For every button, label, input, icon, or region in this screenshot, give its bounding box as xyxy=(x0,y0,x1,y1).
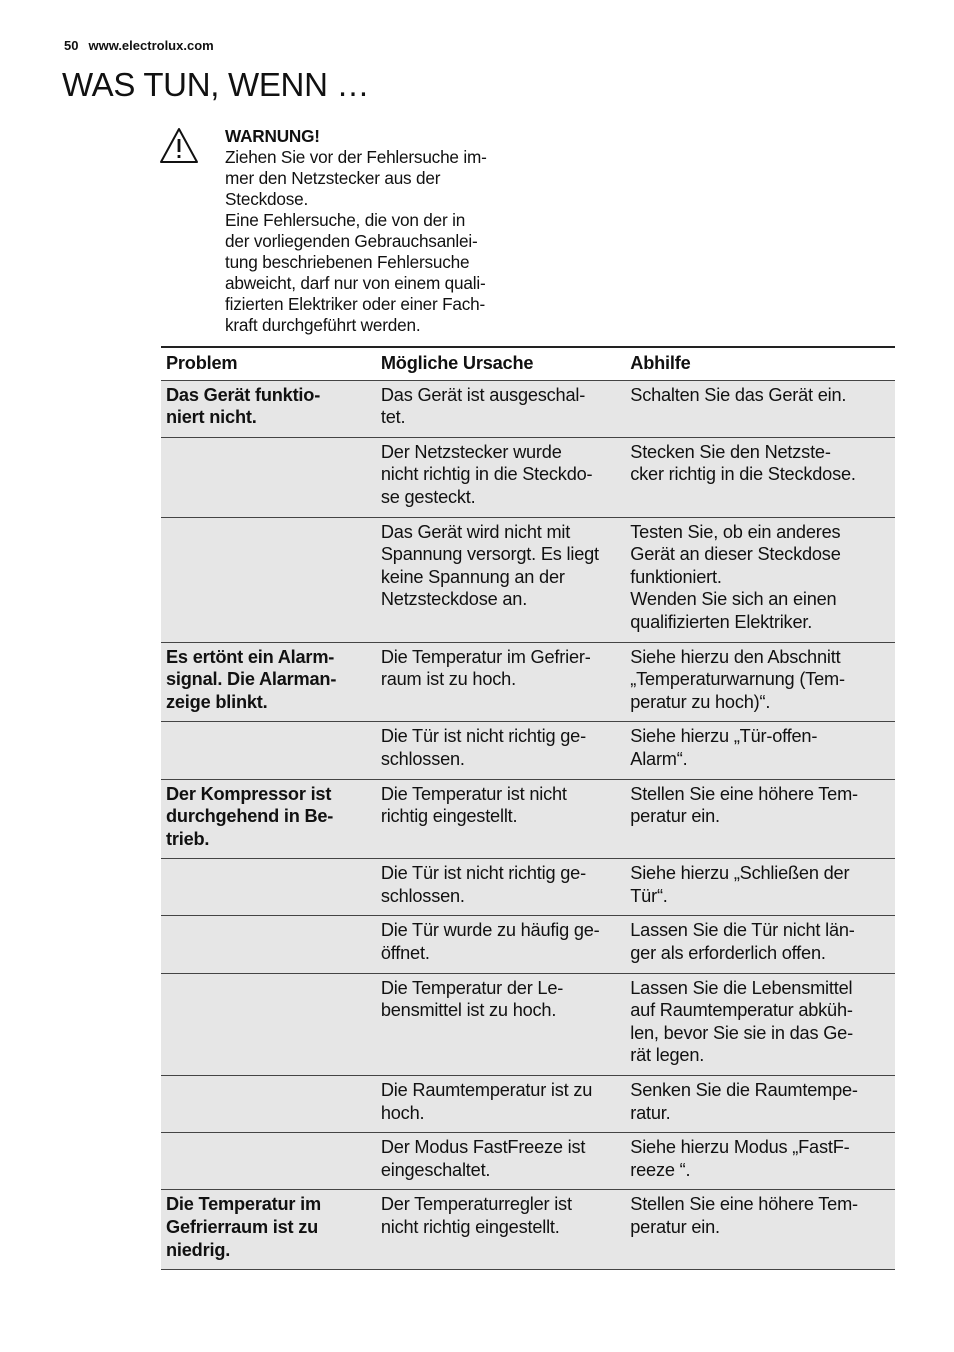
remedy-cell: Stellen Sie eine höhere Tem- peratur ein. xyxy=(625,1190,895,1270)
problem-cell: Es ertönt ein Alarm- signal. Die Alarman- zeige blinkt. xyxy=(161,642,376,722)
warning-paragraph: Ziehen Sie vor der Fehlersuche im- mer den Netzstecker aus der Steckdose. xyxy=(225,147,487,209)
cause-cell: Das Gerät ist ausgeschal- tet. xyxy=(376,380,625,437)
column-header-cause: Mögliche Ursache xyxy=(376,347,625,380)
problem-cell: Der Kompressor ist durchgehend in Be- trieb. xyxy=(161,779,376,859)
problem-cell xyxy=(161,722,376,779)
problem-cell xyxy=(161,517,376,642)
page-number: 50 xyxy=(64,38,79,53)
cause-cell: Die Tür ist nicht richtig ge- schlossen. xyxy=(376,859,625,916)
troubleshooting-table xyxy=(161,346,895,1270)
table-row xyxy=(161,437,895,517)
cause-cell: Der Modus FastFreeze ist eingeschaltet. xyxy=(376,1133,625,1190)
table-row xyxy=(161,916,895,973)
remedy-cell: Siehe hierzu Modus „FastF- reeze “. xyxy=(625,1133,895,1190)
problem-cell xyxy=(161,437,376,517)
remedy-cell: Testen Sie, ob ein anderes Gerät an dieser Steckdose funktioniert. Wenden Sie sich an einen qualifizierten Elektriker. xyxy=(625,517,895,642)
remedy-cell: Siehe hierzu „Schließen der Tür“. xyxy=(625,859,895,916)
cause-cell: Der Temperaturregler ist nicht richtig eingestellt. xyxy=(376,1190,625,1270)
table-row xyxy=(161,1076,895,1133)
cause-cell: Die Tür wurde zu häufig ge- öffnet. xyxy=(376,916,625,973)
remedy-cell: Siehe hierzu den Abschnitt „Temperaturwarnung (Tem- peratur zu hoch)“. xyxy=(625,642,895,722)
remedy-cell: Lassen Sie die Lebensmittel auf Raumtemperatur abküh- len, bevor Sie sie in das Ge- rät legen. xyxy=(625,973,895,1075)
cause-cell: Die Temperatur ist nicht richtig eingestellt. xyxy=(376,779,625,859)
warning-triangle-icon xyxy=(158,126,200,166)
problem-cell xyxy=(161,916,376,973)
cause-cell: Die Temperatur der Le- bensmittel ist zu hoch. xyxy=(376,973,625,1075)
website-url[interactable]: www.electrolux.com xyxy=(88,38,214,53)
column-header-remedy: Abhilfe xyxy=(625,347,895,380)
table-row xyxy=(161,973,895,1075)
table-row xyxy=(161,859,895,916)
table-row xyxy=(161,779,895,859)
cause-cell: Der Netzstecker wurde nicht richtig in die Steckdo- se gesteckt. xyxy=(376,437,625,517)
remedy-cell: Senken Sie die Raumtempe- ratur. xyxy=(625,1076,895,1133)
table-header-row xyxy=(161,347,895,380)
problem-cell xyxy=(161,1133,376,1190)
problem-cell xyxy=(161,1076,376,1133)
column-header-problem: Problem xyxy=(161,347,376,380)
table-row xyxy=(161,517,895,642)
remedy-cell: Lassen Sie die Tür nicht län- ger als erforderlich offen. xyxy=(625,916,895,973)
cause-cell: Die Tür ist nicht richtig ge- schlossen. xyxy=(376,722,625,779)
remedy-cell: Schalten Sie das Gerät ein. xyxy=(625,380,895,437)
cause-cell: Die Temperatur im Gefrier- raum ist zu hoch. xyxy=(376,642,625,722)
cause-cell: Die Raumtemperatur ist zu hoch. xyxy=(376,1076,625,1133)
page-header xyxy=(64,38,214,53)
problem-cell xyxy=(161,973,376,1075)
warning-paragraph: Eine Fehlersuche, die von der in der vorliegenden Gebrauchsanlei- tung beschriebenen Fehlersuche abweicht, darf nur von einem quali- fizierten Elektriker oder einer Fach- kraft durchgeführt werden. xyxy=(225,210,486,335)
table-row xyxy=(161,1133,895,1190)
warning-text xyxy=(225,126,525,336)
page-title: WAS TUN, WENN … xyxy=(62,66,370,103)
problem-cell: Das Gerät funktio- niert nicht. xyxy=(161,380,376,437)
table-row xyxy=(161,380,895,437)
problem-cell: Die Temperatur im Gefrierraum ist zu niedrig. xyxy=(161,1190,376,1270)
warning-title: WARNUNG! xyxy=(225,126,320,146)
remedy-cell: Stellen Sie eine höhere Tem- peratur ein. xyxy=(625,779,895,859)
remedy-cell: Stecken Sie den Netzste- cker richtig in die Steckdose. xyxy=(625,437,895,517)
table-row xyxy=(161,642,895,722)
remedy-cell: Siehe hierzu „Tür-offen- Alarm“. xyxy=(625,722,895,779)
table-row xyxy=(161,722,895,779)
cause-cell: Das Gerät wird nicht mit Spannung versorgt. Es liegt keine Spannung an der Netzsteckdose an. xyxy=(376,517,625,642)
problem-cell xyxy=(161,859,376,916)
table-row xyxy=(161,1190,895,1270)
